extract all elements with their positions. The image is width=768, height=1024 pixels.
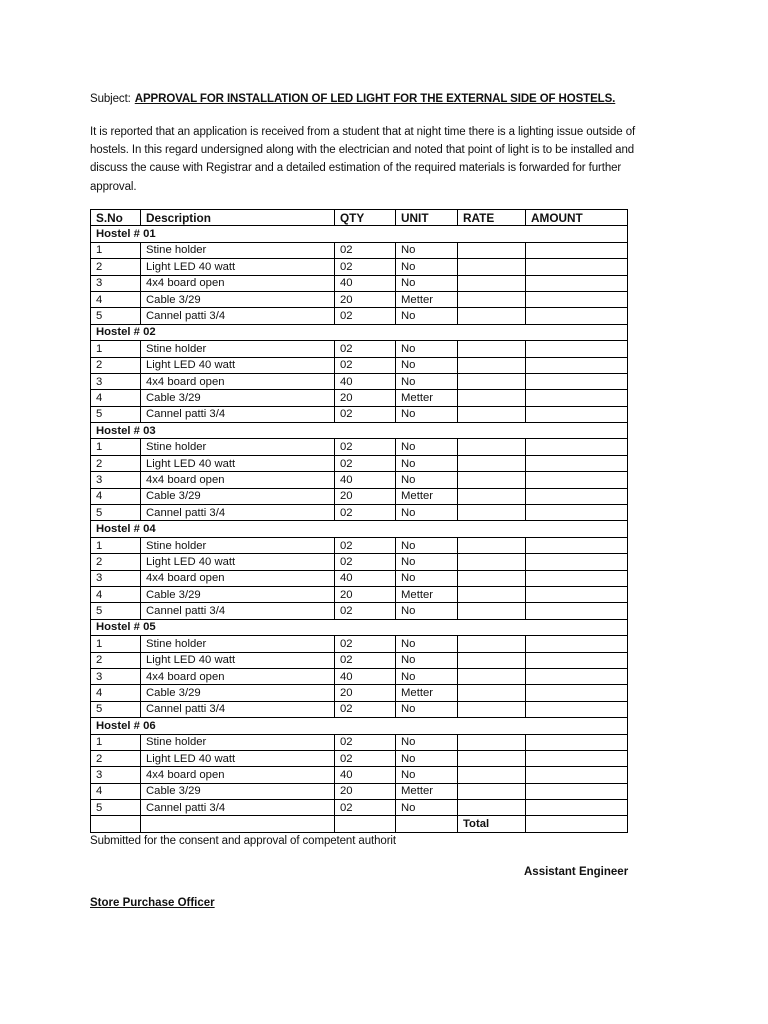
cell-description: Cannel patti 3/4 <box>141 308 335 324</box>
cell-unit: Metter <box>396 685 458 701</box>
hostel-group-row <box>91 423 628 439</box>
hostel-group-row <box>91 718 628 734</box>
cell-qty: 02 <box>335 734 396 750</box>
table-row <box>91 603 628 619</box>
total-row <box>91 816 628 832</box>
cell-qty: 20 <box>335 390 396 406</box>
table-row <box>91 373 628 389</box>
cell-unit: No <box>396 373 458 389</box>
cell-rate <box>458 800 526 816</box>
cell-unit: No <box>396 734 458 750</box>
cell-qty: 02 <box>335 308 396 324</box>
cell-description: 4x4 board open <box>141 767 335 783</box>
cell-amount <box>526 636 628 652</box>
cell-description: Cannel patti 3/4 <box>141 505 335 521</box>
cell-unit: No <box>396 636 458 652</box>
cell-sno: 2 <box>91 652 141 668</box>
cell-amount <box>526 259 628 275</box>
hostel-group-title: Hostel # 03 <box>91 423 628 439</box>
signature-assistant-engineer: Assistant Engineer <box>524 866 629 878</box>
cell-amount <box>526 472 628 488</box>
cell-sno: 5 <box>91 800 141 816</box>
cell-qty: 40 <box>335 373 396 389</box>
cell-description: Stine holder <box>141 439 335 455</box>
cell-description: Light LED 40 watt <box>141 554 335 570</box>
cell-unit: No <box>396 259 458 275</box>
cell-description: Cannel patti 3/4 <box>141 701 335 717</box>
cell-amount <box>526 242 628 258</box>
cell-rate <box>458 341 526 357</box>
cell-rate <box>458 242 526 258</box>
cell-sno: 5 <box>91 406 141 422</box>
table-row <box>91 636 628 652</box>
cell-amount <box>526 570 628 586</box>
header-sno: S.No <box>91 210 141 226</box>
total-blank-sno <box>91 816 141 832</box>
cell-rate <box>458 455 526 471</box>
cell-qty: 02 <box>335 554 396 570</box>
cell-rate <box>458 750 526 766</box>
cell-qty: 02 <box>335 603 396 619</box>
cell-description: Light LED 40 watt <box>141 357 335 373</box>
cell-sno: 3 <box>91 373 141 389</box>
table-row <box>91 472 628 488</box>
cell-description: 4x4 board open <box>141 275 335 291</box>
table-row <box>91 390 628 406</box>
cell-description: Cable 3/29 <box>141 291 335 307</box>
table-row <box>91 488 628 504</box>
table-row <box>91 767 628 783</box>
cell-description: 4x4 board open <box>141 668 335 684</box>
cell-amount <box>526 488 628 504</box>
cell-unit: No <box>396 750 458 766</box>
cell-sno: 2 <box>91 455 141 471</box>
table-row <box>91 455 628 471</box>
cell-rate <box>458 701 526 717</box>
cell-rate <box>458 259 526 275</box>
cell-description: Stine holder <box>141 341 335 357</box>
cell-rate <box>458 291 526 307</box>
cell-rate <box>458 783 526 799</box>
cell-amount <box>526 537 628 553</box>
cell-description: Cannel patti 3/4 <box>141 800 335 816</box>
cell-amount <box>526 554 628 570</box>
cell-unit: No <box>396 275 458 291</box>
cell-amount <box>526 505 628 521</box>
cell-sno: 4 <box>91 586 141 602</box>
cell-rate <box>458 586 526 602</box>
table-row <box>91 406 628 422</box>
hostel-group-title: Hostel # 02 <box>91 324 628 340</box>
table-row <box>91 554 628 570</box>
cell-description: 4x4 board open <box>141 570 335 586</box>
cell-unit: No <box>396 357 458 373</box>
cell-amount <box>526 685 628 701</box>
cell-qty: 02 <box>335 455 396 471</box>
cell-rate <box>458 505 526 521</box>
cell-description: Cable 3/29 <box>141 390 335 406</box>
cell-rate <box>458 275 526 291</box>
cell-qty: 40 <box>335 472 396 488</box>
cell-description: Light LED 40 watt <box>141 750 335 766</box>
subject-label: Subject: <box>90 93 131 105</box>
header-unit: UNIT <box>396 210 458 226</box>
table-row <box>91 734 628 750</box>
cell-sno: 1 <box>91 439 141 455</box>
cell-rate <box>458 472 526 488</box>
cell-unit: No <box>396 308 458 324</box>
cell-amount <box>526 308 628 324</box>
cell-rate <box>458 603 526 619</box>
cell-description: Cable 3/29 <box>141 488 335 504</box>
table-row <box>91 341 628 357</box>
cell-rate <box>458 308 526 324</box>
hostel-group-row <box>91 619 628 635</box>
cell-unit: No <box>396 800 458 816</box>
cell-rate <box>458 636 526 652</box>
cell-sno: 2 <box>91 750 141 766</box>
table-row <box>91 505 628 521</box>
store-purchase-officer: Store Purchase Officer <box>90 897 215 909</box>
cell-unit: Metter <box>396 291 458 307</box>
cell-amount <box>526 341 628 357</box>
cell-qty: 02 <box>335 439 396 455</box>
cell-qty: 20 <box>335 783 396 799</box>
table-header-row <box>91 210 628 226</box>
cell-description: Stine holder <box>141 537 335 553</box>
submission-note: Submitted for the consent and approval of competent authorit <box>90 835 396 847</box>
cell-unit: Metter <box>396 783 458 799</box>
cell-amount <box>526 734 628 750</box>
cell-sno: 4 <box>91 783 141 799</box>
table-row <box>91 259 628 275</box>
cell-description: Stine holder <box>141 242 335 258</box>
cell-unit: No <box>396 767 458 783</box>
cell-sno: 2 <box>91 554 141 570</box>
cell-unit: Metter <box>396 488 458 504</box>
cell-rate <box>458 668 526 684</box>
cell-sno: 1 <box>91 636 141 652</box>
cell-qty: 02 <box>335 537 396 553</box>
cell-sno: 3 <box>91 668 141 684</box>
cell-amount <box>526 767 628 783</box>
materials-table <box>90 209 628 833</box>
hostel-group-title: Hostel # 04 <box>91 521 628 537</box>
hostel-group-row <box>91 324 628 340</box>
cell-rate <box>458 537 526 553</box>
cell-rate <box>458 488 526 504</box>
hostel-group-title: Hostel # 01 <box>91 226 628 242</box>
cell-sno: 3 <box>91 472 141 488</box>
cell-qty: 20 <box>335 488 396 504</box>
cell-qty: 20 <box>335 685 396 701</box>
cell-sno: 4 <box>91 291 141 307</box>
table-row <box>91 668 628 684</box>
table-row <box>91 357 628 373</box>
table-row <box>91 308 628 324</box>
cell-qty: 02 <box>335 357 396 373</box>
cell-sno: 4 <box>91 488 141 504</box>
table-body <box>91 226 628 832</box>
cell-unit: No <box>396 603 458 619</box>
hostel-group-row <box>91 226 628 242</box>
cell-unit: No <box>396 668 458 684</box>
cell-description: Stine holder <box>141 734 335 750</box>
header-rate: RATE <box>458 210 526 226</box>
cell-rate <box>458 439 526 455</box>
cell-rate <box>458 652 526 668</box>
cell-rate <box>458 373 526 389</box>
cell-qty: 02 <box>335 800 396 816</box>
cell-amount <box>526 652 628 668</box>
cell-qty: 40 <box>335 668 396 684</box>
total-amount <box>526 816 628 832</box>
cell-sno: 1 <box>91 734 141 750</box>
cell-qty: 20 <box>335 586 396 602</box>
cell-amount <box>526 603 628 619</box>
cell-qty: 40 <box>335 767 396 783</box>
table-row <box>91 750 628 766</box>
cell-sno: 5 <box>91 505 141 521</box>
cell-qty: 02 <box>335 259 396 275</box>
cell-rate <box>458 734 526 750</box>
table-row <box>91 586 628 602</box>
body-paragraph: It is reported that an application is received from a student that at night time there is a lighting issue outside of hostels. In this regard undersigned along with the electrician and noted that point of light is to be installed and discuss the cause with Registrar and a detailed estimation of the required materials is forwarded for further approval. <box>90 126 636 193</box>
cell-rate <box>458 554 526 570</box>
cell-amount <box>526 586 628 602</box>
cell-amount <box>526 406 628 422</box>
cell-description: Light LED 40 watt <box>141 455 335 471</box>
cell-unit: No <box>396 701 458 717</box>
cell-qty: 40 <box>335 275 396 291</box>
total-blank-description <box>141 816 335 832</box>
table-row <box>91 242 628 258</box>
cell-sno: 1 <box>91 242 141 258</box>
cell-description: 4x4 board open <box>141 373 335 389</box>
cell-unit: No <box>396 406 458 422</box>
header-description: Description <box>141 210 335 226</box>
cell-rate <box>458 767 526 783</box>
header-amount: AMOUNT <box>526 210 628 226</box>
cell-sno: 5 <box>91 603 141 619</box>
cell-sno: 1 <box>91 537 141 553</box>
cell-unit: No <box>396 505 458 521</box>
cell-unit: No <box>396 455 458 471</box>
table-row <box>91 685 628 701</box>
cell-description: Light LED 40 watt <box>141 259 335 275</box>
cell-description: Stine holder <box>141 636 335 652</box>
subject-line <box>90 93 615 105</box>
cell-unit: No <box>396 537 458 553</box>
cell-unit: No <box>396 570 458 586</box>
cell-sno: 3 <box>91 570 141 586</box>
cell-rate <box>458 570 526 586</box>
cell-description: Cable 3/29 <box>141 783 335 799</box>
total-label: Total <box>458 816 526 832</box>
hostel-group-title: Hostel # 06 <box>91 718 628 734</box>
cell-qty: 02 <box>335 505 396 521</box>
total-blank-unit <box>396 816 458 832</box>
cell-qty: 02 <box>335 341 396 357</box>
cell-description: Cable 3/29 <box>141 685 335 701</box>
total-blank-qty <box>335 816 396 832</box>
cell-unit: No <box>396 652 458 668</box>
cell-description: Cannel patti 3/4 <box>141 406 335 422</box>
cell-unit: Metter <box>396 586 458 602</box>
table-row <box>91 800 628 816</box>
cell-sno: 5 <box>91 701 141 717</box>
cell-unit: No <box>396 554 458 570</box>
cell-qty: 02 <box>335 652 396 668</box>
cell-amount <box>526 800 628 816</box>
cell-sno: 4 <box>91 390 141 406</box>
cell-sno: 2 <box>91 357 141 373</box>
table-row <box>91 275 628 291</box>
cell-sno: 3 <box>91 275 141 291</box>
cell-qty: 02 <box>335 242 396 258</box>
cell-qty: 02 <box>335 406 396 422</box>
cell-description: Cannel patti 3/4 <box>141 603 335 619</box>
cell-unit: No <box>396 439 458 455</box>
table-row <box>91 652 628 668</box>
cell-unit: No <box>396 341 458 357</box>
cell-rate <box>458 390 526 406</box>
hostel-group-title: Hostel # 05 <box>91 619 628 635</box>
table-row <box>91 291 628 307</box>
cell-qty: 02 <box>335 750 396 766</box>
cell-rate <box>458 357 526 373</box>
table-row <box>91 701 628 717</box>
cell-amount <box>526 701 628 717</box>
cell-description: Cable 3/29 <box>141 586 335 602</box>
cell-qty: 02 <box>335 636 396 652</box>
table-row <box>91 537 628 553</box>
cell-rate <box>458 406 526 422</box>
cell-sno: 2 <box>91 259 141 275</box>
cell-qty: 40 <box>335 570 396 586</box>
table-row <box>91 439 628 455</box>
cell-amount <box>526 783 628 799</box>
table-row <box>91 570 628 586</box>
cell-amount <box>526 668 628 684</box>
cell-amount <box>526 390 628 406</box>
cell-amount <box>526 439 628 455</box>
cell-amount <box>526 455 628 471</box>
cell-qty: 02 <box>335 701 396 717</box>
cell-unit: Metter <box>396 390 458 406</box>
cell-description: Light LED 40 watt <box>141 652 335 668</box>
cell-unit: No <box>396 242 458 258</box>
subject-title: APPROVAL FOR INSTALLATION OF LED LIGHT FOR THE EXTERNAL SIDE OF HOSTELS. <box>134 93 616 105</box>
cell-sno: 4 <box>91 685 141 701</box>
cell-amount <box>526 750 628 766</box>
cell-sno: 5 <box>91 308 141 324</box>
cell-amount <box>526 291 628 307</box>
hostel-group-row <box>91 521 628 537</box>
cell-sno: 1 <box>91 341 141 357</box>
cell-qty: 20 <box>335 291 396 307</box>
table-row <box>91 783 628 799</box>
cell-amount <box>526 373 628 389</box>
cell-sno: 3 <box>91 767 141 783</box>
cell-description: 4x4 board open <box>141 472 335 488</box>
cell-unit: No <box>396 472 458 488</box>
cell-amount <box>526 275 628 291</box>
header-qty: QTY <box>335 210 396 226</box>
cell-rate <box>458 685 526 701</box>
cell-amount <box>526 357 628 373</box>
